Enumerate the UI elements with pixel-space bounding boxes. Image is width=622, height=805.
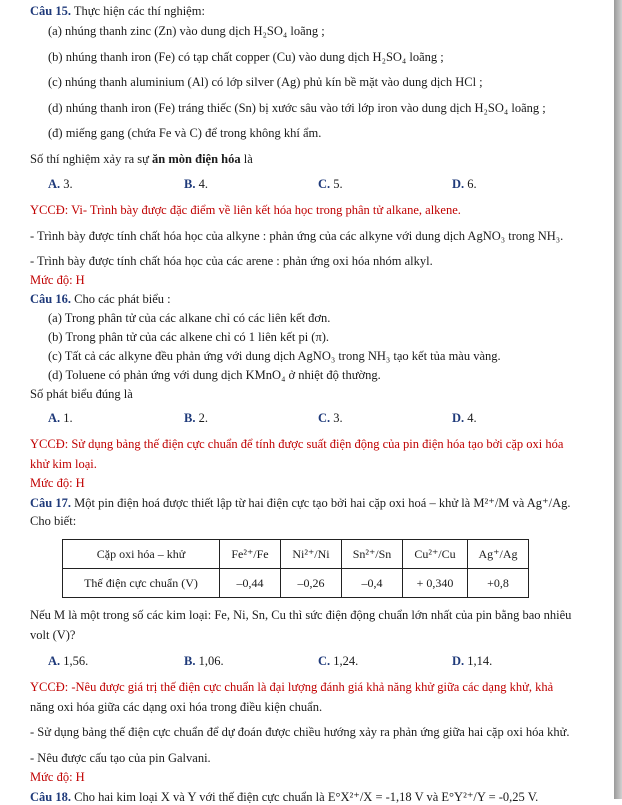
table-cell: –0,4	[342, 569, 403, 598]
table-cell: –0,26	[281, 569, 342, 598]
q15-note-1: - Trình bày được tính chất hóa học của alkyne : phản ứng của các alkyne với dung dịch AgNO₃ trong NH₃.	[30, 229, 564, 243]
q16-yccd-line1: YCCĐ: Sử dụng bảng thế điện cực chuẩn để tính được suất điện động của pin điện hóa tạo bởi cặp oxi hóa	[30, 437, 564, 451]
q15-option-d-text: 6.	[467, 177, 477, 191]
q15-option-d-letter: D.	[452, 177, 465, 191]
q16-option-a-text: 1.	[63, 411, 73, 425]
q16-option-c-letter: C.	[318, 411, 331, 425]
q15-option-d[interactable]	[452, 177, 477, 192]
q16-option-c-text: 3.	[333, 411, 343, 425]
q17-option-d[interactable]	[452, 654, 492, 669]
q15-item-e: (đ) miếng gang (chứa Fe và C) để trong không khí ẩm.	[48, 126, 322, 140]
q15-number: Câu 15.	[30, 4, 71, 18]
q16-option-a[interactable]	[48, 411, 73, 426]
q15-option-a[interactable]	[48, 177, 73, 192]
q16-item-c: (c) Tất cả các alkyne đều phản ứng với dung dịch AgNO₃ trong NH₃ tạo kết tủa màu vàng.	[48, 349, 501, 363]
potential-table	[62, 539, 529, 598]
q15-option-a-letter: A.	[48, 177, 61, 191]
q15-question	[30, 152, 253, 167]
q18-stem: Cho hai kim loại X và Y với thế điện cực chuẩn là E°X²⁺/X = -1,18 V và E°Y²⁺/Y = -0,25 V.	[74, 790, 539, 804]
q16-option-b-text: 2.	[198, 411, 208, 425]
q16-option-b-letter: B.	[184, 411, 196, 425]
table-cell: –0,44	[220, 569, 281, 598]
q17-option-c[interactable]	[318, 654, 358, 669]
q16-question: Số phát biểu đúng là	[30, 387, 133, 401]
q17-number: Câu 17.	[30, 496, 71, 510]
q17-stem: Một pin điện hoá được thiết lập từ hai điện cực tạo bởi hai cặp oxi hoá – khử là M²⁺/M và Ag⁺/Ag.	[74, 496, 571, 510]
q17-option-b-letter: B.	[184, 654, 196, 668]
q15-question-post: là	[240, 152, 253, 166]
q17-question-line2: volt (V)?	[30, 628, 76, 642]
table-row-label: Thế điện cực chuẩn (V)	[63, 569, 220, 598]
q16-number: Câu 16.	[30, 292, 71, 306]
q15-item-a: (a) nhúng thanh zinc (Zn) vào dung dịch H₂SO₄ loãng ;	[48, 24, 325, 38]
q17-option-d-text: 1,14.	[467, 654, 493, 668]
table-cell: + 0,340	[403, 569, 468, 598]
table-header-cell: Cu²⁺/Cu	[403, 540, 468, 569]
q17-option-b-text: 1,06.	[198, 654, 224, 668]
q16-option-b[interactable]	[184, 411, 208, 426]
q17-given: Cho biết:	[30, 514, 77, 528]
table-row	[63, 569, 529, 598]
q16-option-c[interactable]	[318, 411, 343, 426]
q16-yccd-line2: khử kim loại.	[30, 457, 97, 471]
q16-level: Mức độ: H	[30, 476, 85, 490]
q17-level: Mức độ: H	[30, 770, 85, 784]
q15-option-c-letter: C.	[318, 177, 331, 191]
q16-item-d: (d) Toluene có phản ứng với dung dịch KMnO₄ ở nhiệt độ thường.	[48, 368, 381, 382]
q17-option-a[interactable]	[48, 654, 88, 669]
q17-option-b[interactable]	[184, 654, 224, 669]
q16-option-d-letter: D.	[452, 411, 465, 425]
table-header-cell: Ag⁺/Ag	[468, 540, 529, 569]
table-header-cell: Fe²⁺/Fe	[220, 540, 281, 569]
q17-yccd-line1: YCCĐ: -Nêu được giá trị thế điện cực chuẩn là đại lượng đánh giá khả năng khử giữa các dạng khử, khả	[30, 680, 554, 694]
q17-header	[30, 495, 571, 511]
q16-item-b: (b) Trong phân tử của các alkene chỉ có 1 liên kết pi (π).	[48, 330, 330, 344]
q15-question-pre: Số thí nghiệm xảy ra sự	[30, 152, 153, 166]
q17-option-a-letter: A.	[48, 654, 61, 668]
q15-option-c-text: 5.	[333, 177, 343, 191]
table-header-cell: Sn²⁺/Sn	[342, 540, 403, 569]
q15-option-b-letter: B.	[184, 177, 196, 191]
table-header-row	[63, 540, 529, 569]
q16-header	[30, 292, 171, 307]
q15-level: Mức độ: H	[30, 273, 85, 287]
q17-option-d-letter: D.	[452, 654, 465, 668]
q16-option-a-letter: A.	[48, 411, 61, 425]
q15-option-a-text: 3.	[63, 177, 73, 191]
q15-item-b: (b) nhúng thanh iron (Fe) có tạp chất copper (Cu) vào dung dịch H₂SO₄ loãng ;	[48, 50, 444, 64]
page-edge-shadow	[614, 0, 622, 799]
q17-option-c-letter: C.	[318, 654, 331, 668]
q18-header	[30, 789, 538, 805]
q16-item-a: (a) Trong phân tử của các alkane chỉ có các liên kết đơn.	[48, 311, 331, 325]
q17-note-2: - Nêu được cấu tạo của pin Galvani.	[30, 751, 211, 765]
q15-yccd: YCCĐ: Vi- Trình bày được đặc điểm về liên kết hóa học trong phân tử alkane, alkene.	[30, 203, 461, 217]
table-header-cell: Ni²⁺/Ni	[281, 540, 342, 569]
q17-option-c-text: 1,24.	[333, 654, 359, 668]
q15-item-d: (d) nhúng thanh iron (Fe) tráng thiếc (Sn) bị xước sâu vào tới lớp iron vào dung dịch H₂SO₄ loãng ;	[48, 101, 546, 115]
q15-option-b-text: 4.	[198, 177, 208, 191]
q15-option-c[interactable]	[318, 177, 343, 192]
q15-header	[30, 4, 205, 19]
q16-option-d[interactable]	[452, 411, 477, 426]
q15-question-bold: ăn mòn điện hóa	[152, 152, 241, 166]
q18-number: Câu 18.	[30, 790, 71, 804]
q15-stem: Thực hiện các thí nghiệm:	[73, 4, 205, 18]
table-header-cell: Cặp oxi hóa – khử	[63, 540, 220, 569]
q15-note-2: - Trình bày được tính chất hóa học của các arene : phản ứng oxi hóa nhóm alkyl.	[30, 254, 433, 268]
q15-item-c: (c) nhúng thanh aluminium (Al) có lớp silver (Ag) phủ kín bề mặt vào dung dịch HCl ;	[48, 75, 483, 89]
q17-option-a-text: 1,56.	[63, 654, 89, 668]
table-cell: +0,8	[468, 569, 529, 598]
q17-yccd-line2: năng oxi hóa giữa các dạng oxi hóa trong điều kiện chuẩn.	[30, 700, 323, 714]
q16-option-d-text: 4.	[467, 411, 477, 425]
q15-option-b[interactable]	[184, 177, 208, 192]
q17-note-1: - Sử dụng bảng thế điện cực chuẩn để dự đoán được chiều hướng xảy ra phản ứng giữa hai cặp oxi hóa khử.	[30, 725, 570, 739]
q16-stem: Cho các phát biểu :	[74, 292, 171, 306]
q17-question-line1: Nếu M là một trong số các kim loại: Fe, Ni, Sn, Cu thì sức điện động chuẩn lớn nhất của pin bằng bao nhiêu	[30, 608, 572, 622]
